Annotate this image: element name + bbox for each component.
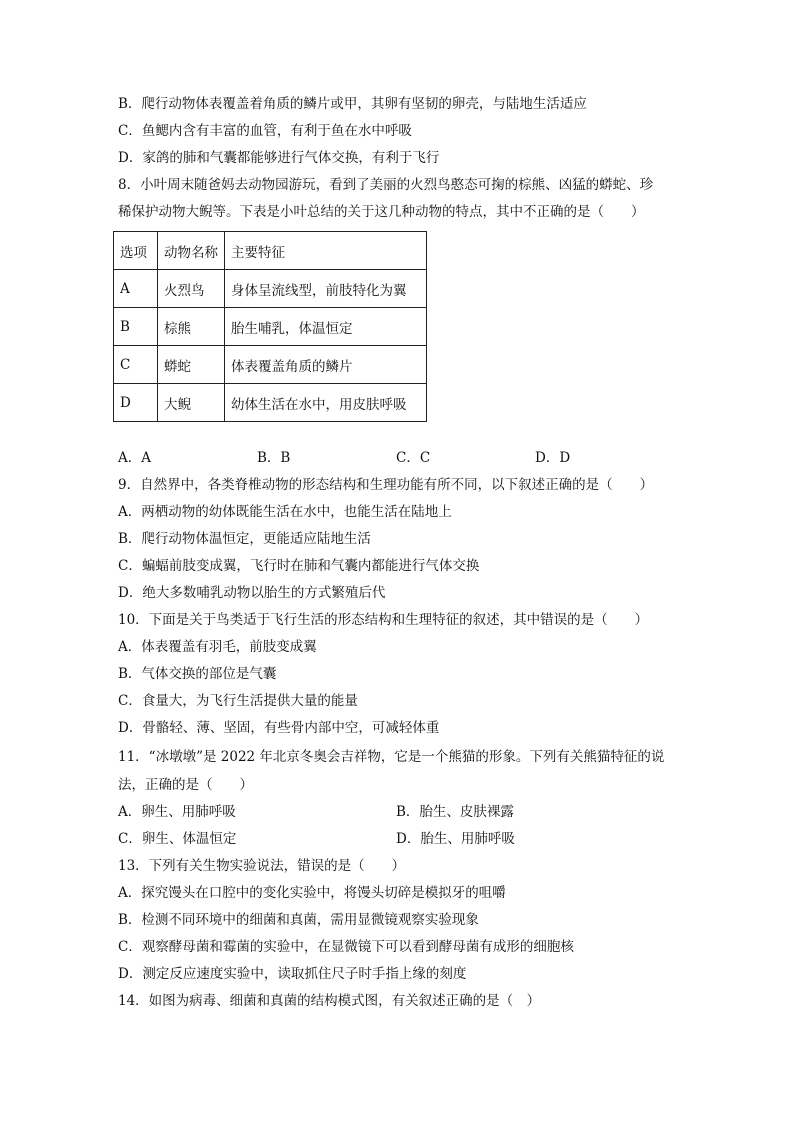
q11-stem-line2: 法，正确的是（ ） xyxy=(118,777,253,793)
q14-stem: 14．如图为病毒、细菌和真菌的结构模式图，有关叙述正确的是（ ） xyxy=(118,993,541,1009)
table-cell: C xyxy=(114,346,158,384)
table-cell: 体表覆盖角质的鳞片 xyxy=(225,346,427,384)
q10-option-d: D．骨骼轻、薄、坚固，有些骨内部中空，可减轻体重 xyxy=(118,720,440,736)
table-row xyxy=(114,346,427,384)
table-cell: A xyxy=(114,270,158,308)
table-row xyxy=(114,308,427,346)
q7-option-d: D．家鸽的肺和气囊都能够进行气体交换，有利于飞行 xyxy=(118,150,440,166)
q9-option-d: D．绝大多数哺乳动物以胎生的方式繁殖后代 xyxy=(118,585,386,601)
q11-option-d: D．胎生、用肺呼吸 xyxy=(396,831,515,847)
table-cell: 大鲵 xyxy=(158,384,225,422)
q9-option-c: C．蝙蝠前肢变成翼，飞行时在肺和气囊内都能进行气体交换 xyxy=(118,558,480,574)
table-row xyxy=(114,270,427,308)
q8-table xyxy=(113,231,427,422)
q11-option-c: C．卵生、体温恒定 xyxy=(118,831,237,847)
q7-option-c: C．鱼鳃内含有丰富的血管，有利于鱼在水中呼吸 xyxy=(118,123,412,139)
q8-option-a: A．A xyxy=(118,450,151,466)
q13-option-b: B．检测不同环境中的细菌和真菌，需用显微镜观察实验现象 xyxy=(118,912,479,928)
q9-stem: 9．自然界中，各类脊椎动物的形态结构和生理功能有所不同，以下叙述正确的是（ ） xyxy=(118,477,654,493)
table-cell: 火烈鸟 xyxy=(158,270,225,308)
q8-stem-line2: 稀保护动物大鲵等。下表是小叶总结的关于这几种动物的特点，其中不正确的是（ ） xyxy=(118,204,645,220)
q8-option-c: C．C xyxy=(396,450,431,466)
q11-option-b: B．胎生、皮肤裸露 xyxy=(396,804,514,820)
q9-option-b: B．爬行动物体温恒定，更能适应陆地生活 xyxy=(118,531,371,547)
table-header-cell: 主要特征 xyxy=(225,232,427,270)
q10-option-c: C．食量大，为飞行生活提供大量的能量 xyxy=(118,693,358,709)
q11-option-a: A．卵生、用肺呼吸 xyxy=(118,804,236,820)
table-cell: 胎生哺乳，体温恒定 xyxy=(225,308,427,346)
table-header-cell: 动物名称 xyxy=(158,232,225,270)
q7-option-b: B．爬行动物体表覆盖着角质的鳞片或甲，其卵有坚韧的卵壳，与陆地生活适应 xyxy=(118,96,587,112)
q10-option-b: B．气体交换的部位是气囊 xyxy=(118,666,277,682)
table-row xyxy=(114,384,427,422)
q13-option-d: D．测定反应速度实验中，读取抓住尺子时手指上缘的刻度 xyxy=(118,966,467,982)
q8-stem-line1: 8．小叶周末随爸妈去动物园游玩，看到了美丽的火烈鸟憨态可掬的棕熊、凶猛的蟒蛇、珍 xyxy=(118,177,654,193)
q10-stem: 10．下面是关于鸟类适于飞行生活的形态结构和生理特征的叙述，其中错误的是（ ） xyxy=(118,612,649,628)
q10-option-a: A．体表覆盖有羽毛，前肢变成翼 xyxy=(118,639,317,655)
table-cell: D xyxy=(114,384,158,422)
table-cell: 蟒蛇 xyxy=(158,346,225,384)
q8-option-d: D．D xyxy=(535,450,571,466)
table-cell: B xyxy=(114,308,158,346)
q9-option-a: A．两栖动物的幼体既能生活在水中，也能生活在陆地上 xyxy=(118,504,452,520)
q13-stem: 13．下列有关生物实验说法，错误的是（ ） xyxy=(118,858,406,874)
table-header-cell: 选项 xyxy=(114,232,158,270)
q11-stem-line1: 11．“冰墩墩”是 2022 年北京冬奥会吉祥物，它是一个熊猫的形象。下列有关熊猫特征的说 xyxy=(118,749,665,765)
q13-option-c: C．观察酵母菌和霉菌的实验中，在显微镜下可以看到酵母菌有成形的细胞核 xyxy=(118,939,574,955)
q8-option-b: B．B xyxy=(257,450,291,466)
table-cell: 棕熊 xyxy=(158,308,225,346)
table-cell: 幼体生活在水中，用皮肤呼吸 xyxy=(225,384,427,422)
table-cell: 身体呈流线型，前肢特化为翼 xyxy=(225,270,427,308)
table-header-row xyxy=(114,232,427,270)
q13-option-a: A．探究馒头在口腔中的变化实验中，将馒头切碎是模拟牙的咀嚼 xyxy=(118,885,506,901)
